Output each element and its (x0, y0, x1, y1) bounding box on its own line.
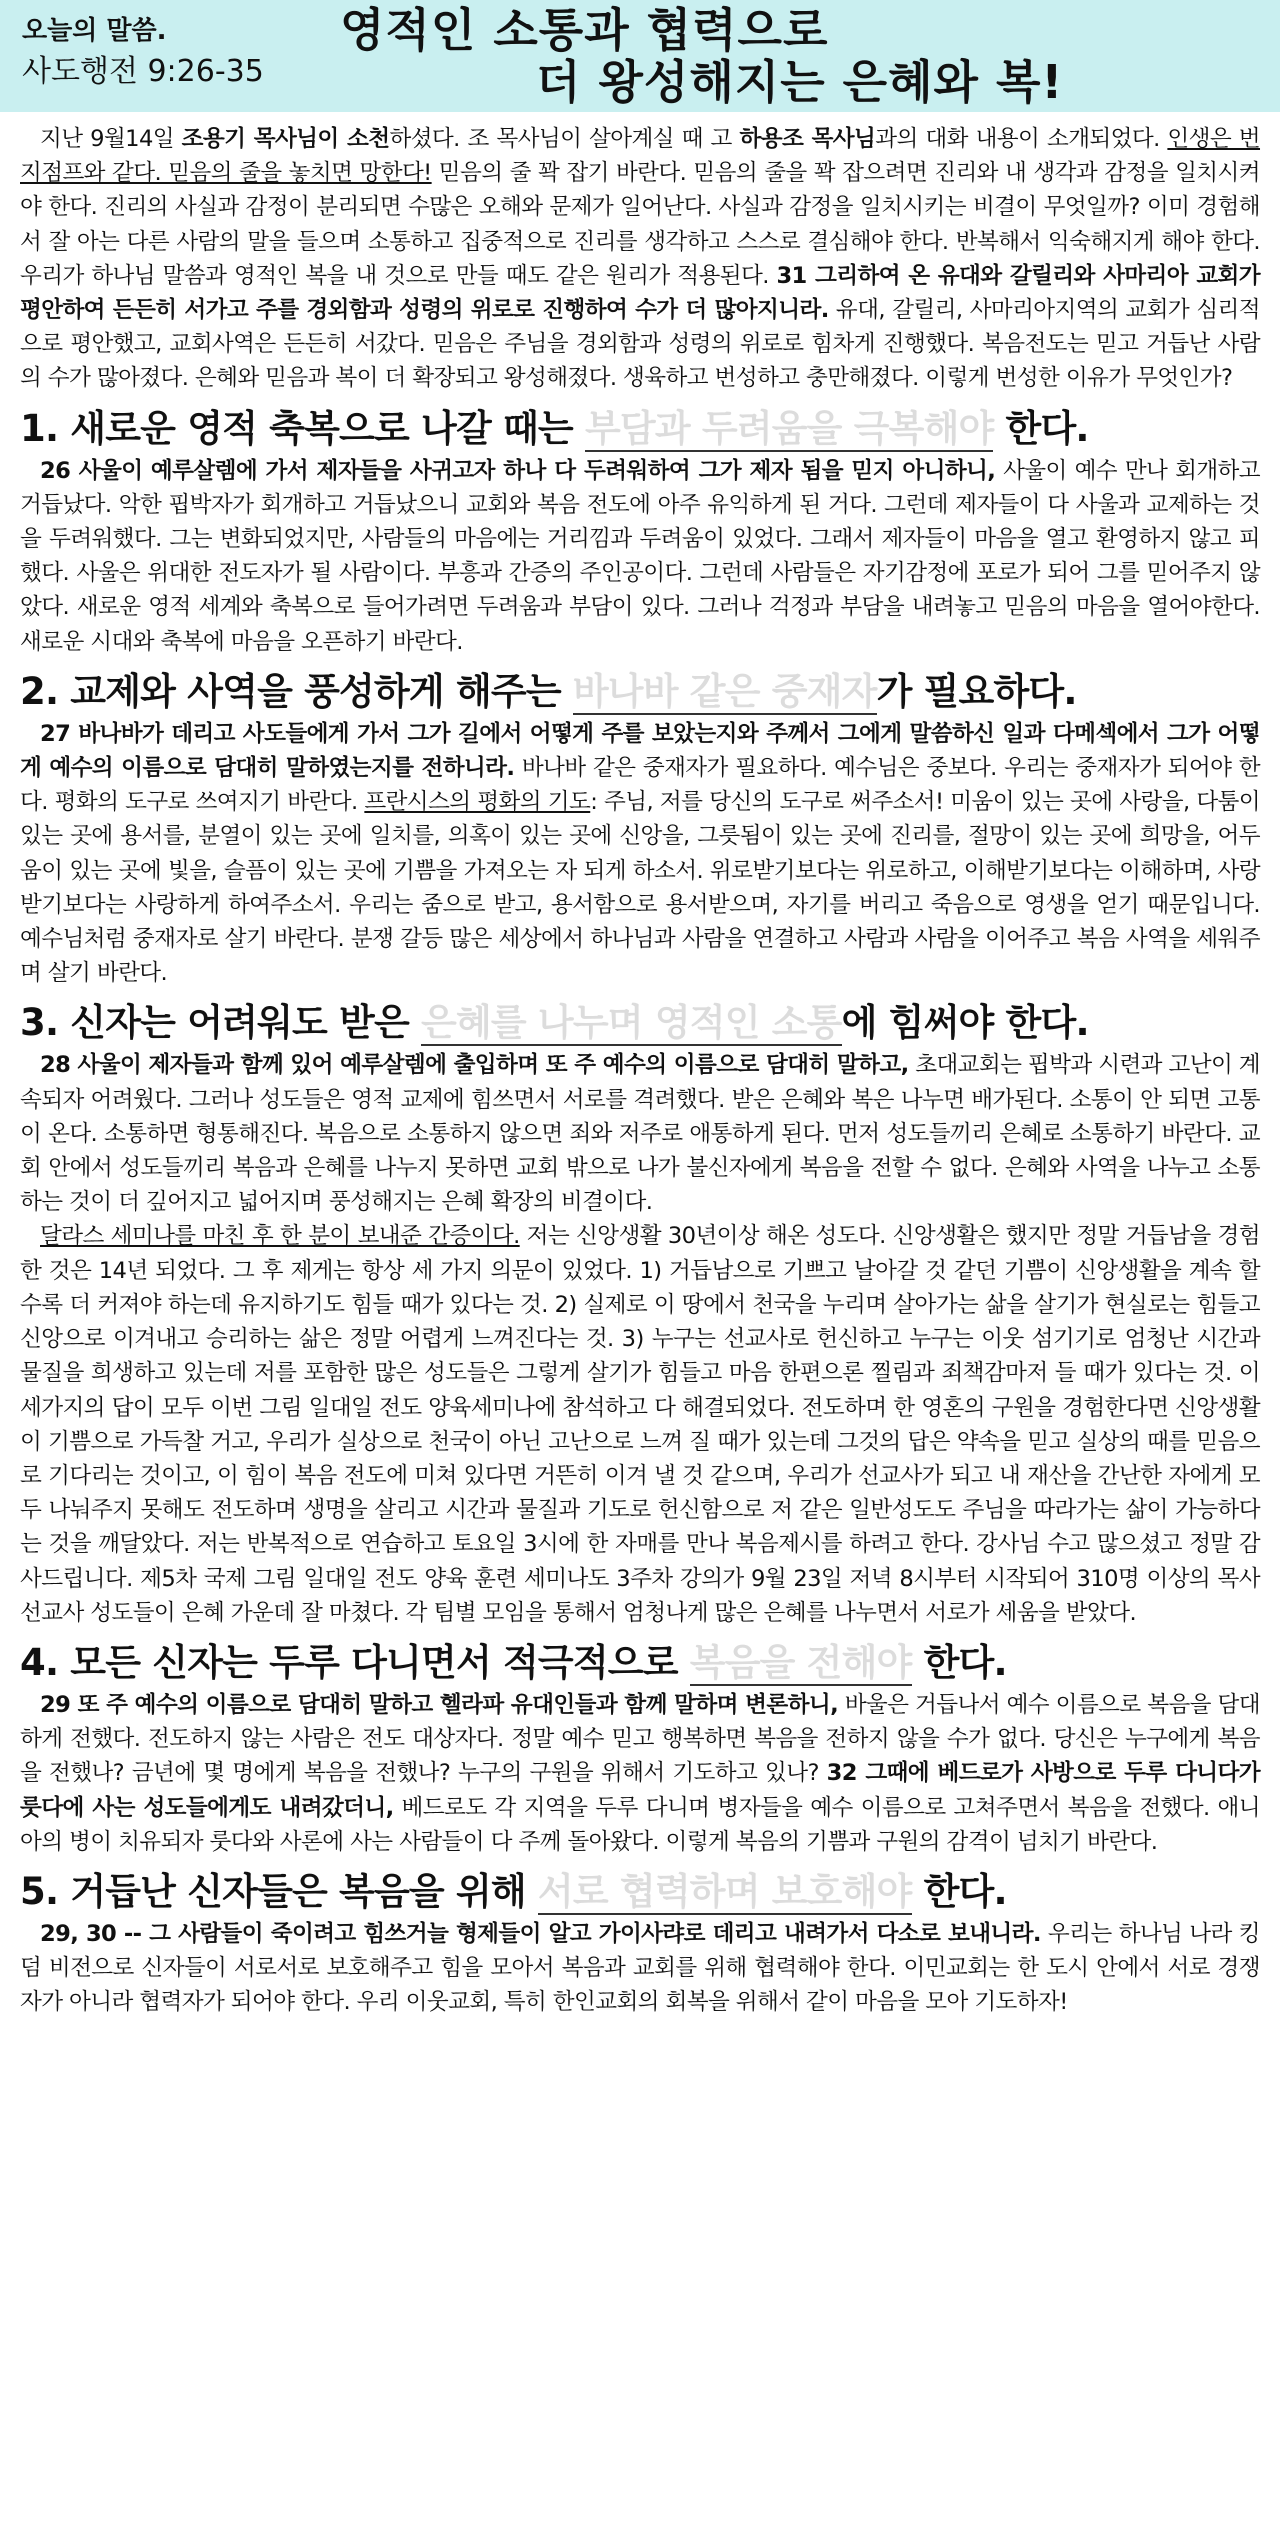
bible-verse: 28 사울이 제자들과 함께 있어 예루살렘에 출입하며 또 주 예수의 이름으로 담대히 말하고, (40, 1052, 909, 1079)
intro-underline: 인생은 번지점프와 같다. 믿음의 줄을 놓치면 망한다! (20, 126, 1261, 187)
section-2-heading (20, 667, 1260, 717)
heading-text: 한다. (993, 406, 1089, 450)
section-2-paragraph (20, 717, 1260, 991)
section-text: 우리는 하나님 나라 킹덤 비전으로 신자들이 서로서로 보호해주고 힘을 모아서 복음과 교회를 위해 협력해야 한다. 이민교회는 한 도시 안에서 서로 경쟁자가 아니라 협력자가 되어야 한다. 우리 이웃교회, 특히 한인교회의 회복을 위해서 같이 마음을 모아 기도하자! (20, 1920, 1261, 2016)
fill-in-blank: 복음을 전해야 (689, 1640, 912, 1684)
bible-verse: 29 또 주 예수의 이름으로 담대히 말하고 헬라파 유대인들과 함께 말하며 변론하니, (40, 1691, 839, 1718)
intro-text: 믿음의 줄 꽉 잡기 바란다. 믿음의 줄을 꽉 잡으려면 진리와 내 생각과 감정을 일치시켜야 한다. 진리의 사실과 감정이 분리되면 수많은 오해와 문제가 일어난다. 사실과 감정을 일치시키는 비결이 무엇일까? 이미 경험해서 잘 아는 다른 사람의 말을 들으며 소통하고 집중적으로 진리를 생각하고 스스로 결심해야 한다. 반복해서 익숙해지게 해야 한다. 우리가 하나님 말씀과 영적인 복을 내 것으로 만들 때도 같은 원리가 적용된다. (20, 160, 1260, 289)
section-1-paragraph (20, 454, 1260, 659)
heading-text: 2. 교제와 사역을 풍성하게 해주는 (20, 669, 573, 713)
intro-bold: 조용기 목사님이 소천 (181, 126, 390, 152)
section-1-heading (20, 404, 1260, 454)
intro-paragraph (20, 122, 1260, 396)
section-text: 바나바 같은 중재자가 필요하다. 예수님은 중보다. 우리는 중재자가 되어야 한다. 평화의 도구로 쓰여지기 바란다. (20, 755, 1260, 816)
sermon-title (340, 4, 1220, 108)
heading-text: 한다. (911, 1640, 1007, 1684)
heading-text: 1. 새로운 영적 축복으로 나갈 때는 (20, 406, 585, 450)
section-3-paragraph (20, 1048, 1260, 1219)
heading-text: 에 힘써야 한다. (841, 1001, 1089, 1045)
fill-in-blank: 서로 협력하며 보호해야 (537, 1869, 912, 1913)
section-5-paragraph (20, 1917, 1260, 2020)
section-text: 베드로도 각 지역을 두루 다니며 병자들을 예수 이름으로 고쳐주면서 복음을 전했다. 애니아의 병이 치유되자 룻다와 사론에 사는 사람들이 다 주께 돌아왔다. 이렇게 복음의 기쁨과 구원의 감격이 넘치기 바란다. (20, 1794, 1261, 1855)
section-4-heading (20, 1638, 1260, 1688)
fill-in-blank: 바나바 같은 중재자 (572, 669, 877, 713)
section-4-paragraph (20, 1688, 1260, 1859)
intro-text: 지난 9월14일 (40, 126, 182, 152)
heading-text: 한다. (911, 1869, 1007, 1913)
bible-verse: 32 그때에 베드로가 사방으로 두루 다니다가 룻다에 사는 성도들에게도 내려갔더니, (20, 1760, 1260, 1821)
section-text: 바울은 거듭나서 예수 이름으로 복음을 담대하게 전했다. 전도하지 않는 사람은 전도 대상자다. 정말 예수 믿고 행복하면 복음을 전하지 않을 수가 없다. 당신은 누구에게 복음을 전했나? 금년에 몇 명에게 복음을 전했나? 누구의 구원을 위해서 기도하고 있나? (20, 1691, 1260, 1787)
header-left (22, 14, 264, 92)
intro-verse: 31 그리하여 온 유대와 갈릴리와 사마리아 교회가 평안하여 든든히 서가고 주를 경외함과 성령의 위로로 진행하여 수가 더 많아지니라. (20, 262, 1260, 324)
sermon-title-line2: 더 왕성해지는 은혜와 복! (536, 55, 1064, 109)
fill-in-blank: 은혜를 나누며 영적인 소통 (421, 1001, 842, 1045)
sermon-body (0, 112, 1280, 2020)
heading-text: 4. 모든 신자는 두루 다니면서 적극적으로 (20, 1640, 690, 1684)
section-5-heading (20, 1867, 1260, 1917)
testimony-paragraph (20, 1219, 1260, 1629)
intro-text: 과의 대화 내용이 소개되었다. (875, 126, 1168, 152)
heading-text: 3. 신자는 어려워도 받은 (20, 1001, 422, 1045)
fill-in-blank: 부담과 두려움을 극복해야 (584, 406, 994, 450)
prayer-title: 프란시스의 평화의 기도 (364, 789, 591, 816)
bible-verse: 27 바나바가 데리고 사도들에게 가서 그가 길에서 어떻게 주를 보았는지와 주께서 그에게 말씀하신 일과 다메섹에서 그가 어떻게 예수의 이름으로 담대히 말하였는지를 전하니라. (20, 720, 1260, 782)
heading-text: 가 필요하다. (876, 669, 1077, 713)
bible-verse: 26 사울이 예루살렘에 가서 제자들을 사귀고자 하나 다 두려워하여 그가 제자 됨을 믿지 아니하니, (40, 457, 996, 484)
section-text: : 주님, 저를 당신의 도구로 써주소서! 미움이 있는 곳에 사랑을, 다툼이 있는 곳에 용서를, 분열이 있는 곳에 일치를, 의혹이 있는 곳에 신앙을, 그릇됨이 있는 곳에 진리를, 절망이 있는 곳에 희망을, 어두움이 있는 곳에 빛을, 슬픔이 있는 곳에 기쁨을 가져오는 자 되게 하소서. 위로받기보다는 위로하고, 이해받기보다는 이해하며, 사랑받기보다는 사랑하게 하여주소서. 우리는 줌으로 받고, 용서함으로 용서받으며, 자기를 버리고 죽음으로 영생을 얻기 때문입니다. 예수님처럼 중재자로 살기 바란다. 분쟁 갈등 많은 세상에서 하나님과 사람을 연결하고 사람과 사람을 이어주고 복음 사역을 세워주며 살기 바란다. (20, 789, 1261, 987)
section-3-heading (20, 998, 1260, 1048)
sermon-title-line1: 영적인 소통과 협력으로 (340, 3, 829, 57)
testimony-text: 저는 신앙생활 30년이상 해온 성도다. 신앙생활은 했지만 정말 거듭남을 경험한 것은 14년 되었다. 그 후 제게는 항상 세 가지 의문이 있었다. 1) 거듭남으로 기쁘고 날아갈 것 같던 기쁨이 신앙생활을 계속 할수록 더 커져야 하는데 유지하기도 힘들 때가 있다는 것. 2) 실제로 이 땅에서 천국을 누리며 살아가는 삶을 살기가 현실로는 힘들고 신앙으로 이겨내고 승리하는 삶은 정말 어렵게 느껴진다는 것. 3) 누구는 선교사로 헌신하고 누구는 이웃 섬기기로 엄청난 시간과 물질을 희생하고 있는데 저를 포함한 많은 성도들은 그렇게 살기가 힘들고 마음 한편으론 찔림과 죄책감마저 들 때가 있다는 것. 이 세가지의 답이 모두 이번 그림 일대일 전도 양육세미나에 참석하고 다 해결되었다. 전도하며 한 영혼의 구원을 경험한다면 신앙생활이 기쁨으로 가득찰 거고, 우리가 실상으로 천국이 아닌 고난으로 느껴 질 때가 있는데 그것의 답은 약속을 믿고 실상의 때를 믿음으로 기다리는 것이고, 이 힘이 복음 전도에 미쳐 있다면 거뜬히 이겨 낼 것 같으며, 우리가 선교사가 되고 내 재산을 간난한 자에게 모두 나눠주지 못해도 전도하며 생명을 살리고 시간과 물질과 기도로 헌신함으로 저 같은 일반성도도 주님을 따라가는 삶이 가능하다는 것을 깨달았다. 저는 반복적으로 연습하고 토요일 3시에 한 자매를 만나 복음제시를 하려고 한다. 강사님 수고 많으셨고 정말 감사드립니다. 제5차 국제 그림 일대일 전도 양육 훈련 세미나도 3주차 강의가 9월 23일 저녁 8시부터 시작되어 310명 이상의 목사 선교사 성도들이 은혜 가운데 잘 마쳤다. 각 팀별 모임을 통해서 엄청나게 많은 은혜를 나누면서 서로가 세움을 받았다. (20, 1223, 1260, 1626)
header-banner (0, 0, 1280, 112)
intro-bold: 하용조 목사님 (739, 126, 876, 152)
scripture-reference: 사도행전 9:26-35 (22, 54, 264, 89)
bible-verse: 29, 30 -- 그 사람들이 죽이려고 힘쓰거늘 형제들이 알고 가이사랴로 데리고 내려가서 다소로 보내니라. (40, 1920, 1041, 1947)
section-text: 사울이 예수 만나 회개하고 거듭났다. 악한 핍박자가 회개하고 거듭났으니 교회와 복음 전도에 아주 유익하게 된 거다. 그런데 제자들이 다 사울과 교제하는 것을 두려워했다. 그는 변화되었지만, 사람들의 마음에는 거리낌과 두려움이 있었다. 그래서 제자들이 마음을 열고 환영하지 않고 피했다. 사울은 위대한 전도자가 될 사람이다. 부흥과 간증의 주인공이다. 그런데 사람들은 자기감정에 포로가 되어 그를 믿어주지 않았다. 새로운 영적 세계와 축복으로 들어가려면 두려움과 부담이 있다. 그러나 걱정과 부담을 내려놓고 믿음의 마음을 열어야한다. 새로운 시대와 축복에 마음을 오픈하기 바란다. (20, 457, 1261, 655)
testimony-intro: 달라스 세미나를 마친 후 한 분이 보내준 간증이다. (40, 1223, 520, 1250)
section-text: 초대교회는 핍박과 시련과 고난이 계속되자 어려웠다. 그러나 성도들은 영적 교제에 힘쓰면서 서로를 격려했다. 받은 은혜와 복은 나누면 배가된다. 소통이 안 되면 고통이 온다. 소통하면 형통해진다. 복음으로 소통하지 않으면 죄와 저주로 애통하게 된다. 먼저 성도들끼리 은혜로 소통하기 바란다. 교회 안에서 성도들끼리 복음과 은혜를 나누지 못하면 교회 밖으로 나가 불신자에게 복음을 전할 수 없다. 은혜와 사역을 나누고 소통하는 것이 더 깊어지고 넓어지며 풍성해지는 은혜 확장의 비결이다. (20, 1052, 1261, 1216)
heading-text: 5. 거듭난 신자들은 복음을 위해 (20, 1869, 538, 1913)
intro-text: 하셨다. 조 목사님이 살아계실 때 고 (389, 126, 740, 152)
intro-text: 유대, 갈릴리, 사마리아지역의 교회가 심리적으로 평안했고, 교회사역은 든든히 서갔다. 믿음은 주님을 경외함과 성령의 위로로 힘차게 진행했다. 복음전도는 믿고 거듭난 사람의 수가 많아졌다. 은혜와 믿음과 복이 더 확장되고 왕성해졌다. 생육하고 번성하고 충만해졌다. 이렇게 번성한 이유가 무엇인가? (20, 297, 1261, 392)
header-label: 오늘의 말씀. (22, 16, 167, 46)
